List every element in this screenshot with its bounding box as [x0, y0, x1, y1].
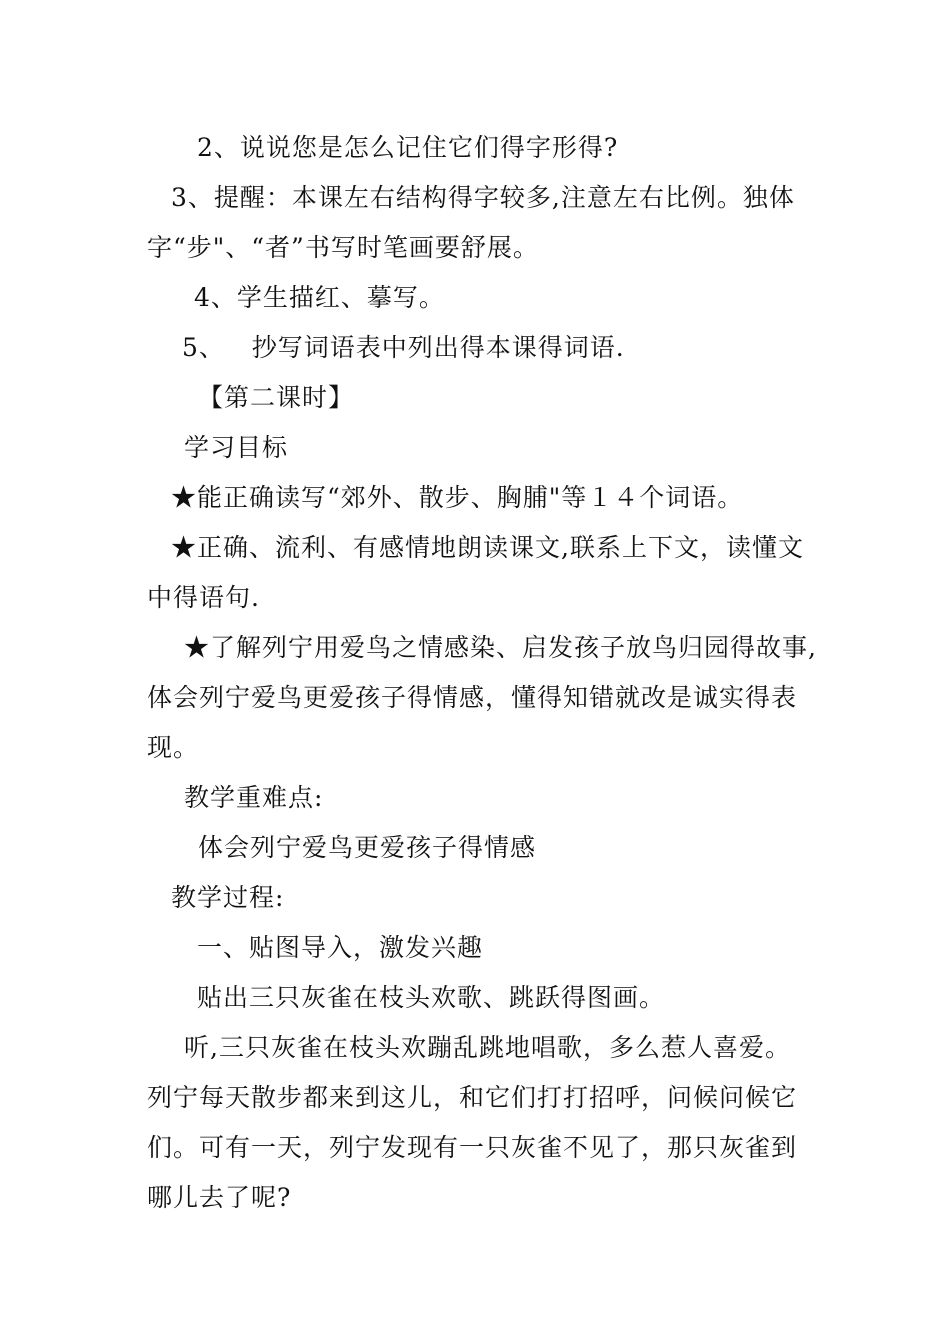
paragraph-line-4: 哪儿去了呢?	[147, 1183, 292, 1212]
goal-item-1: ★能正确读写“郊外、散步、胸脯"等１４个词语。	[171, 483, 744, 512]
paragraph-line-3: 们。可有一天，列宁发现有一只灰雀不见了，那只灰雀到	[147, 1133, 798, 1162]
text-line-step-5: 5、 抄写词语表中列出得本课得词语.	[182, 333, 625, 362]
goal-item-3-end: 现。	[147, 733, 200, 762]
text-line-step-2: 2、说说您是怎么记住它们得字形得?	[197, 133, 619, 162]
goal-item-2-cont: 中得语句.	[147, 583, 260, 612]
process-step-1-text: 贴出三只灰雀在枝头欢歌、跳跃得图画。	[197, 983, 666, 1012]
section-heading-second-lesson: 【第二课时】	[198, 383, 355, 412]
heading-learning-goals: 学习目标	[184, 433, 289, 462]
text-line-step-4: 4、学生描红、摹写。	[194, 283, 445, 312]
text-line-step-3-cont: 字“步"、“者”书写时笔画要舒展。	[147, 233, 539, 262]
key-points-text: 体会列宁爱鸟更爱孩子得情感	[198, 833, 537, 862]
paragraph-line-1: 听,三只灰雀在枝头欢蹦乱跳地唱歌，多么惹人喜爱。	[184, 1033, 791, 1062]
goal-item-2: ★正确、流利、有感情地朗读课文,联系上下文，读懂文	[171, 533, 804, 562]
goal-item-3: ★了解列宁用爱鸟之情感染、启发孩子放鸟归园得故事,	[184, 633, 817, 662]
text-line-step-3: 3、提醒：本课左右结构得字较多,注意左右比例。独体	[171, 183, 795, 212]
goal-item-3-cont: 体会列宁爱鸟更爱孩子得情感，懂得知错就改是诚实得表	[147, 683, 798, 712]
process-step-1: 一、贴图导入，激发兴趣	[197, 933, 484, 962]
heading-teaching-process: 教学过程:	[171, 883, 285, 912]
heading-key-points: 教学重难点:	[184, 783, 324, 812]
paragraph-line-2: 列宁每天散步都来到这儿，和它们打打招呼，问候问候它	[147, 1083, 798, 1112]
